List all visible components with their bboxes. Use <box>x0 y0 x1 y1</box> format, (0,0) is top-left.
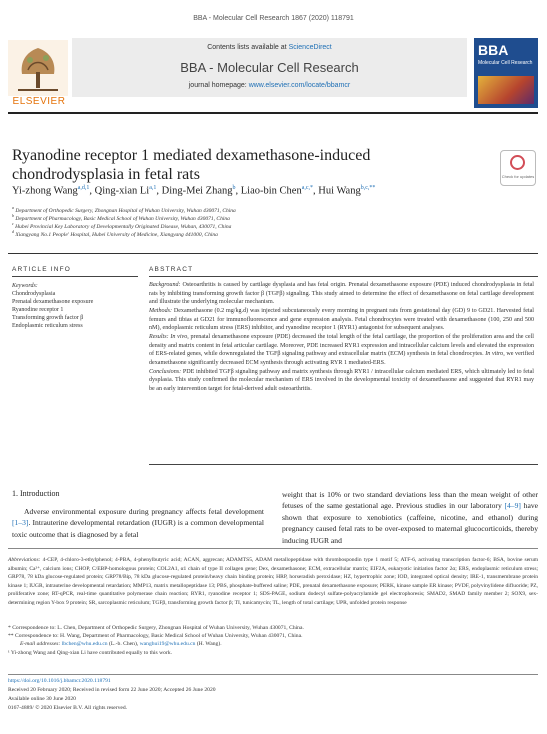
abstract-results: Results: In vivo, prenatal dexamethasone exposure (PDE) decreased the total length of the fetal cartilage, the proportion of the proliferation area and the cell density and matrix content in fetal articular cartilage. Moreover, PDE increased RYR1 expression and intracellular calcium levels and elevated the expression of ERS-related genes, while downregulated the TGFβ signaling pathway and extracellular matrix (ECM) synthesis in fetal chondrocytes. In vitro, we verified dexamethasone significantly decreased ECM synthesis through activating RYR 1 mediated-ERS. <box>149 333 535 366</box>
intro-right-column: weight that is 10% or two standard deviations less than the mean weight of other fetuses of the same gestational age. Previous studies in our laboratory [4–9] have shown that exposure to xenobiotics (caffeine, nicotine, and ethanol) during pregnancy caused fetal rats to be over-exposed to maternal glucocorticoids, thereby inducing IUGR and <box>282 490 538 545</box>
section-heading-introduction: 1. Introduction <box>12 489 60 498</box>
email-line: E-mail addresses: lbchen@whu.edu.cn (L.-b. Chen), wanghui19@whu.edu.cn (H. Wang). <box>20 641 222 647</box>
copyright: 0167-4889/ © 2020 Elsevier B.V. All rights reserved. <box>8 705 128 711</box>
abstract-methods: Methods: Dexamethasone (0.2 mg/kg.d) was injected subcutaneously every morning in pregnant rats from gestational day (GD) 9 to GD21. Harvested fetal femurs and tibias at GD21 for immunofluorescence and gene expression analysis. Fetal chondrocytes were treated with dexamethasone (100, 250 and 500 nM), endoplasmic reticulum stress (ERS) inhibitor, and ryanodine receptor 1 (RYR1) antagonist for subsequent analyses. <box>149 307 534 332</box>
keyword: Transforming growth factor β <box>12 315 84 321</box>
abstract-end-rule <box>149 464 538 465</box>
author-name[interactable]: Ding-Mei Zhang <box>161 185 233 197</box>
abstract-conclusions: Conclusions: PDE inhibited TGFβ signaling pathway and matrix synthesis through RYR1 / intracellular calcium mediated ERS, which ultimately led to fetal dysplasia. This study confirmed the molecular mechanism of ERS involved in the developmental toxicity of dexamethasone and suggested that RYR1 may be an early intervention target for fetal-derived adult osteoarthritis. <box>149 368 534 392</box>
author-name[interactable]: Hui Wang <box>318 185 361 197</box>
keyword: Ryanodine receptor 1 <box>12 307 64 313</box>
email-link[interactable]: lbchen@whu.edu.cn <box>61 641 108 647</box>
publisher-name: ELSEVIER <box>12 96 66 107</box>
header-rule <box>8 112 538 114</box>
affiliation: $^b$ Department of Pharmacology, Basic Medical School of Wuhan University, Wuhan 430071, China <box>12 213 230 222</box>
cover-image <box>478 76 534 104</box>
author-list: Yi-zhong Wang$^{a,d,1}$, Qing-xian Li$^{a,1}$, Ding-Mei Zhang$^b$, Liao-bin Chen$^{a,c,*}$, Hui Wang$^{b,c,**}$ <box>12 185 376 197</box>
equal-contribution-note: ¹ Yi-zhong Wang and Qing-xian Li have contributed equally to this work. <box>8 650 173 656</box>
cover-title: BBA <box>478 42 509 58</box>
article-info-heading: ARTICLE INFO <box>12 266 72 273</box>
abstract-body <box>149 281 534 394</box>
abbreviations: Abbreviations: 4-CEP, 4-chloro-3-ethylphenol; 4-PBA, 4-phenylbutyric acid; ACAN, aggrecan; ADAMTS5, ADAM metallopeptidase with thrombospondin type 1 motif 5; ATF-6, activating transcription factor-6; BSA, bovine serum albumin; Ca²⁺, calcium ions; CHOP, C/EBP-homologous protein; COL2A1, α1 chain of type II collagen gene; Dex, dexamethasone; ECM, extracellular matrix; EIF2A, eukaryotic initiation factor 2α; ERS, endoplasmic reticulum stress; GRP78, 78 kDa glucose-regulated protein; GRP78/Bip, 78 kDa glucose-regulated protein/heavy chain binding protein; HRP, horseradish peroxidase; HZ, hypertrophic zone; IOD, integrated optical density; IRE-1, transmembrane protein kinase 1; IUGR, intrauterine developmental retardation; MMP13, matrix metallopeptidase 13; PBS, phosphate-buffered saline; PDE, prenatal dexamethasone exposure; PERK, kinase sample ER kinase; PVDF, polyvinylidene difluoride; PZ, proliferative zone; RT-qPCR, real-time quantitative polymerase chain reaction; RYR1, ryanodine receptor 1; SDS-PAGE, sodium dodecyl sulfate-polyacrylamide gel electrophoresis; SMAD2, SMAD family member 2; SOX9, sex-determining region Y-box 9 protein; SR, sarcoplasmic reticulum; TGFβ, transforming growth factor β; TI, tunicamycin; TL, length of total cartilage; UPR, unfolded protein response <box>8 557 538 606</box>
sciencedirect-link[interactable]: ScienceDirect <box>288 44 332 51</box>
article-info-rule <box>12 276 138 277</box>
cover-subtitle: Molecular Cell Research <box>478 60 533 66</box>
abstract-heading: ABSTRACT <box>149 266 194 273</box>
check-for-updates-badge[interactable]: Check for updates <box>500 150 536 186</box>
check-updates-icon <box>510 155 525 170</box>
footnote-rule <box>8 548 538 549</box>
affiliation: $^d$ Xiangyang No.1 People' Hospital, Hubei University of Medicine, Xiangyang 441000, China <box>12 229 218 238</box>
intro-left-column: Adverse environmental exposure during pregnancy affects fetal development [1–3]. Intrauterine developmental retardation (IUGR) is a common developmental toxic outcome that is diagnosed by a fetal <box>12 507 264 539</box>
homepage-line: journal homepage: www.elsevier.com/locate/bbamcr <box>188 82 351 89</box>
author-name[interactable]: Qing-xian Li <box>94 185 150 197</box>
contents-line: Contents lists available at ScienceDirect <box>207 44 332 51</box>
keyword: Chondrodysplasia <box>12 291 56 297</box>
keywords-label: Keywords: <box>12 283 38 289</box>
author-name[interactable]: Liao-bin Chen <box>240 185 302 197</box>
received-dates: Received 20 February 2020; Received in revised form 22 June 2020; Accepted 26 June 2020 <box>8 687 216 693</box>
author-name[interactable]: Yi-zhong Wang <box>12 185 78 197</box>
affiliation: $^a$ Department of Orthopedic Surgery, Zhongnan Hospital of Wuhan University, Wuhan 430071, China <box>12 205 236 214</box>
abstract-rule <box>149 276 538 277</box>
keyword: Endoplasmic reticulum stress <box>12 323 83 329</box>
available-online: Available online 30 June 2020 <box>8 696 76 702</box>
email-link[interactable]: wanghui19@whu.edu.cn <box>139 641 196 647</box>
citation-link[interactable]: [4–9] <box>504 501 521 511</box>
article-title: Ryanodine receptor 1 mediated dexamethasone-induced chondrodysplasia in fetal rats <box>12 147 371 183</box>
homepage-link[interactable]: www.elsevier.com/locate/bbamcr <box>248 82 351 89</box>
abstract-background: Background: Osteoarthritis is caused by cartilage dysplasia and has fetal origin. Prenatal dexamethasone exposure (PDE) induced chondrodysplasia in fetal rats by inhibiting transforming growth factor β (TGFβ) signaling. This study aimed to determine the effect of dexamethasone on fetal cartilage development and illustrate the underlying molecular mechanism. <box>149 282 534 306</box>
journal-title: BBA - Molecular Cell Research <box>180 60 359 75</box>
affiliation: $^c$ Hubei Provincial Key Laboratory of Developmentally Originated Disease, Wuhan, 430071, China <box>12 221 232 230</box>
running-header: BBA - Molecular Cell Research 1867 (2020) 118791 <box>193 15 354 22</box>
doi-link[interactable]: https://doi.org/10.1016/j.bbamcr.2020.118791 <box>8 678 111 684</box>
bottom-rule <box>8 674 538 675</box>
correspondence-note: ** Correspondence to: H. Wang, Department of Pharmacology, Basic Medical School of Wuhan University, Wuhan 430071, China. <box>8 633 303 639</box>
citation-link[interactable]: [1–3] <box>12 518 29 528</box>
keyword: Prenatal dexamethasone exposure <box>12 299 94 305</box>
correspondence-note: * Correspondence to: L. Chen, Department of Orthopedic Surgery, Zhongnan Hospital of Wuhan University, Wuhan 430071, China. <box>8 625 304 631</box>
affiliation-rule <box>8 253 538 254</box>
journal-cover <box>474 38 538 108</box>
